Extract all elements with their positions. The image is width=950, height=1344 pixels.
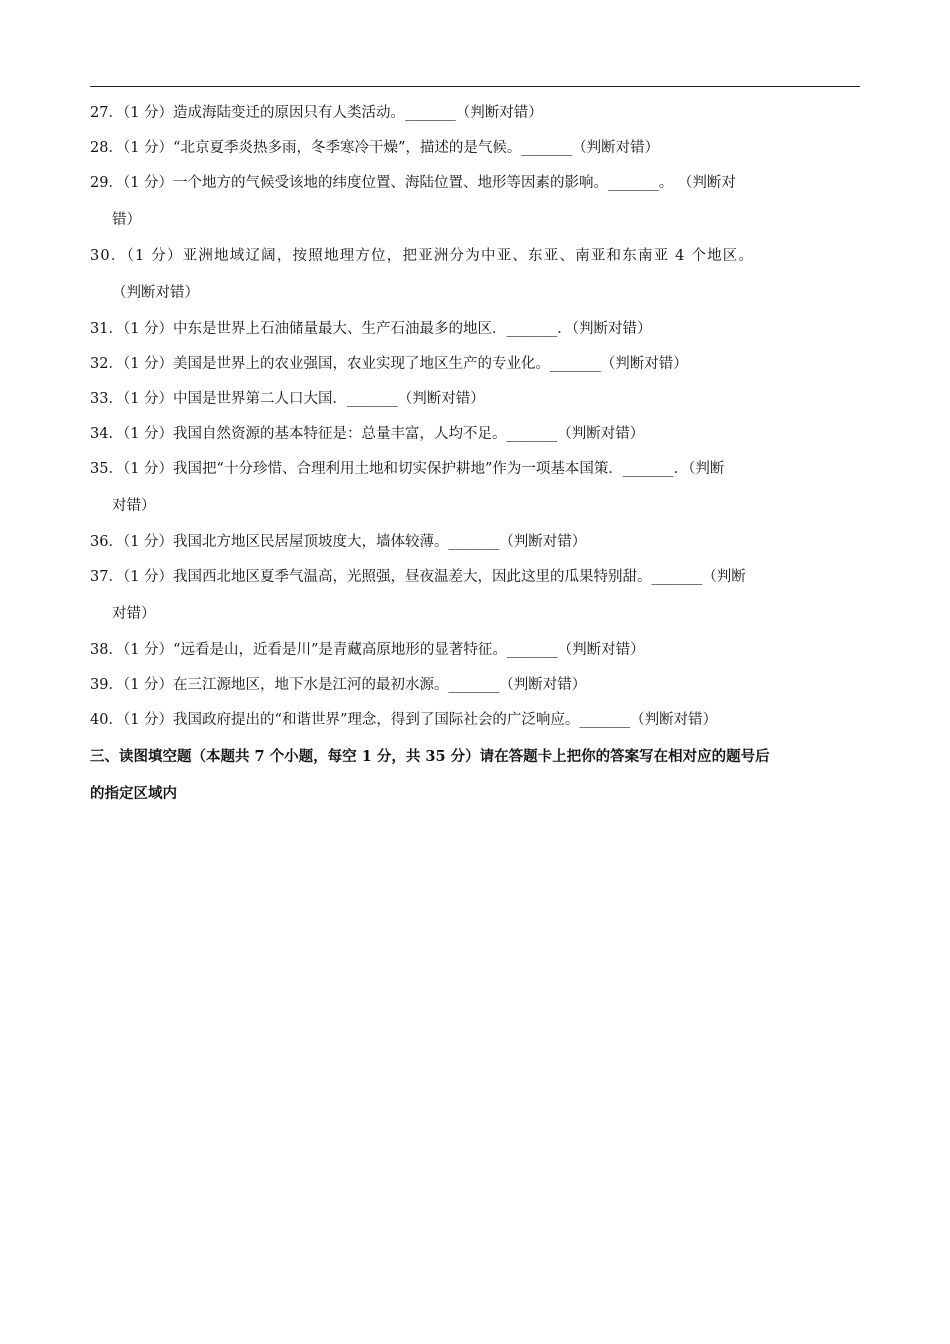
question-text: （1 分）“远看是山，近看是川”是青藏高原地形的显著特征。_______（判断对错） <box>122 642 645 658</box>
question-number: 34． <box>90 426 123 442</box>
question-37 <box>90 560 860 633</box>
question-number: 38． <box>90 642 123 658</box>
question-27 <box>90 96 860 131</box>
question-32 <box>90 347 860 382</box>
question-number: 40． <box>90 712 123 728</box>
question-number: 37． <box>90 569 123 585</box>
question-text: （1 分）我国把“十分珍惜、合理利用土地和切实保护耕地”作为一项基本国策．_______．（判断 <box>122 461 725 477</box>
header-rule <box>90 86 860 87</box>
question-28 <box>90 131 860 166</box>
question-text: （1 分）造成海陆变迁的原因只有人类活动。_______（判断对错） <box>122 105 543 121</box>
section-heading-line1: 三、读图填空题（本题共 7 个小题，每空 1 分，共 35 分）请在答题卡上把你的答案写在相对应的题号后 <box>90 748 770 765</box>
question-text: （1 分）中国是世界第二人口大国．_______（判断对错） <box>122 391 485 407</box>
question-number: 35． <box>90 461 123 477</box>
question-34 <box>90 417 860 452</box>
question-number: 31． <box>90 321 123 337</box>
question-number: 36． <box>90 534 123 550</box>
question-text: （1 分）亚洲地域辽阔，按照地理方位，把亚洲分为中亚、东亚、南亚和东南亚 4 个地区。 <box>126 248 755 264</box>
question-number: 28． <box>90 140 123 156</box>
question-36 <box>90 525 860 560</box>
question-continuation: 对错） <box>112 606 156 622</box>
question-text: （1 分）我国北方地区民居屋顶坡度大，墙体较薄。_______（判断对错） <box>122 534 587 550</box>
question-38 <box>90 633 860 668</box>
question-29 <box>90 166 860 239</box>
section-heading <box>90 738 860 812</box>
question-30 <box>90 239 860 312</box>
question-text: （1 分）一个地方的气候受该地的纬度位置、海陆位置、地形等因素的影响。_______。 （判断对 <box>122 175 736 191</box>
question-number: 27． <box>90 105 123 121</box>
section-heading-line2: 的指定区域内 <box>90 785 177 802</box>
question-number: 32． <box>90 356 123 372</box>
question-number: 30． <box>90 248 127 264</box>
question-continuation: 错） <box>112 212 141 228</box>
question-text: （1 分）美国是世界上的农业强国，农业实现了地区生产的专业化。_______（判断对错） <box>122 356 688 372</box>
question-text: （1 分）我国政府提出的“和谐世界”理念，得到了国际社会的广泛响应。_______（判断对错） <box>122 712 718 728</box>
question-number: 29． <box>90 175 123 191</box>
question-continuation: 对错） <box>112 498 156 514</box>
question-list <box>90 96 860 812</box>
question-text: （1 分）在三江源地区，地下水是江河的最初水源。_______（判断对错） <box>122 677 587 693</box>
question-31 <box>90 312 860 347</box>
question-39 <box>90 668 860 703</box>
question-text: （1 分）“北京夏季炎热多雨，冬季寒冷干燥”，描述的是气候。_______（判断对错） <box>122 140 660 156</box>
question-text: （1 分）我国西北地区夏季气温高，光照强，昼夜温差大，因此这里的瓜果特别甜。_______（判断 <box>122 569 746 585</box>
question-35 <box>90 452 860 525</box>
question-40 <box>90 703 860 738</box>
question-text: （1 分）中东是世界上石油储量最大、生产石油最多的地区．_______．（判断对错） <box>122 321 652 337</box>
question-number: 33． <box>90 391 123 407</box>
question-33 <box>90 382 860 417</box>
question-continuation: （判断对错） <box>112 285 199 301</box>
question-number: 39． <box>90 677 123 693</box>
question-text: （1 分）我国自然资源的基本特征是：总量丰富，人均不足。_______（判断对错） <box>122 426 645 442</box>
